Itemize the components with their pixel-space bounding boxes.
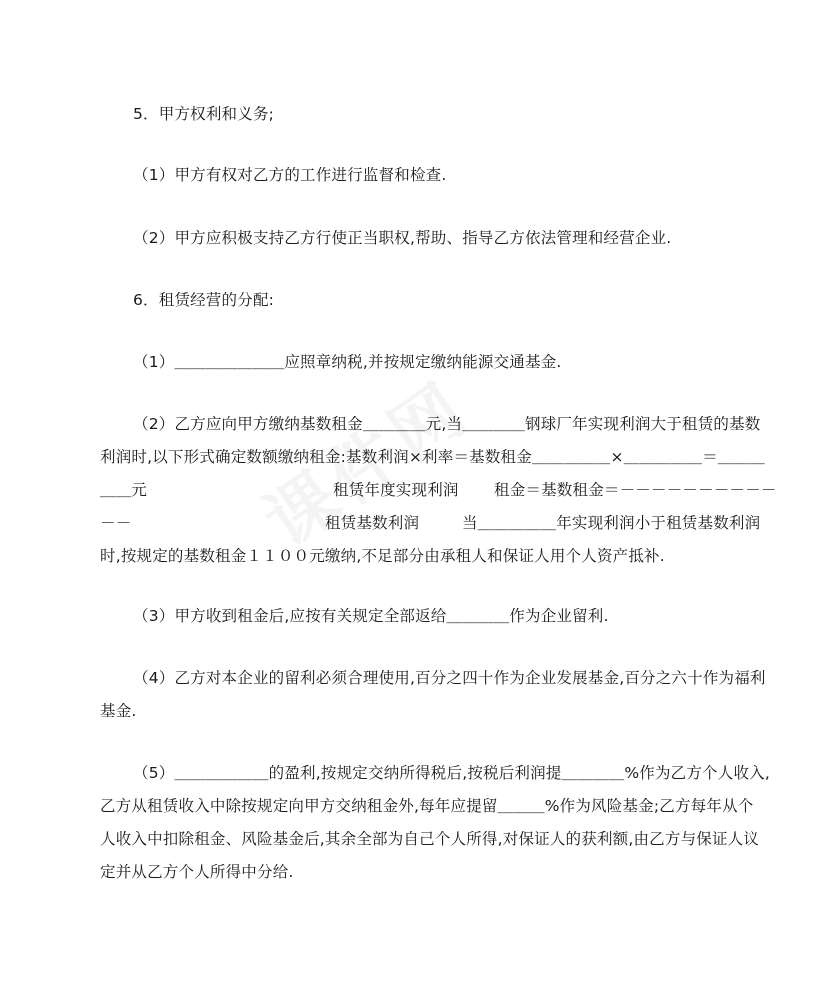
clause-6-item-2-line-4-end: 当＿＿＿＿＿年实现利润小于租赁基数利润	[462, 514, 761, 532]
clause-5-item-1: （1）甲方有权对乙方的工作进行监督和检查.	[133, 166, 447, 184]
clause-6-item-2-line-4-start: －－	[100, 514, 132, 532]
clause-6-item-2-line-1: （2）乙方应向甲方缴纳基数租金＿＿＿＿元,当＿＿＿＿钢球厂年实现利润大于租赁的基数	[133, 415, 761, 433]
formula-rent: 租金＝基数租金＝－－－－－－－－－－	[494, 481, 777, 499]
clause-6-item-1: （1）＿＿＿＿＿＿＿应照章纳税,并按规定缴纳能源交通基金.	[133, 353, 562, 371]
clause-6-heading: 6．租赁经营的分配:	[133, 291, 275, 309]
clause-6-item-5-line-3: 人收入中扣除租金、风险基金后,其余全部为自己个人所得,对保证人的获利额,由乙方与保证人议	[100, 830, 760, 848]
clause-6-item-3: （3）甲方收到租金后,应按有关规定全部返给＿＿＿＿作为企业留利.	[133, 607, 609, 625]
clause-6-item-5-line-1: （5）＿＿＿＿＿＿的盈利,按规定交纳所得税后,按税后利润提＿＿＿＿%作为乙方个人收入,	[133, 764, 770, 782]
clause-5-item-2: （2）甲方应积极支持乙方行使正当职权,帮助、指导乙方依法管理和经营企业.	[133, 229, 672, 247]
clause-6-item-5-line-2: 乙方从租赁收入中除按规定向甲方交纳租金外,每年应提留＿＿＿%作为风险基金;乙方每年从个	[100, 797, 754, 815]
formula-denominator: 租赁基数利润	[325, 514, 420, 532]
clause-6-item-2-line-5: 时,按规定的基数租金１１００元缴纳,不足部分由承租人和保证人用个人资产抵补.	[100, 547, 665, 565]
formula-numerator: 租赁年度实现利润	[333, 481, 459, 499]
clause-6-item-2-line-3-start: ＿＿元	[100, 481, 148, 499]
clause-6-item-4-line-2: 基金.	[100, 702, 137, 720]
clause-6-item-4-line-1: （4）乙方对本企业的留利必须合理使用,百分之四十作为企业发展基金,百分之六十作为福利	[133, 669, 766, 687]
clause-5-heading: 5．甲方权利和义务;	[133, 105, 275, 123]
clause-6-item-2-line-2: 利润时,以下形式确定数额缴纳租金:基数利润×利率＝基数租金＿＿＿＿＿×＿＿＿＿＿＝＿＿＿	[100, 448, 765, 466]
clause-6-item-5-line-4: 定并从乙方个人所得中分给.	[100, 863, 294, 881]
